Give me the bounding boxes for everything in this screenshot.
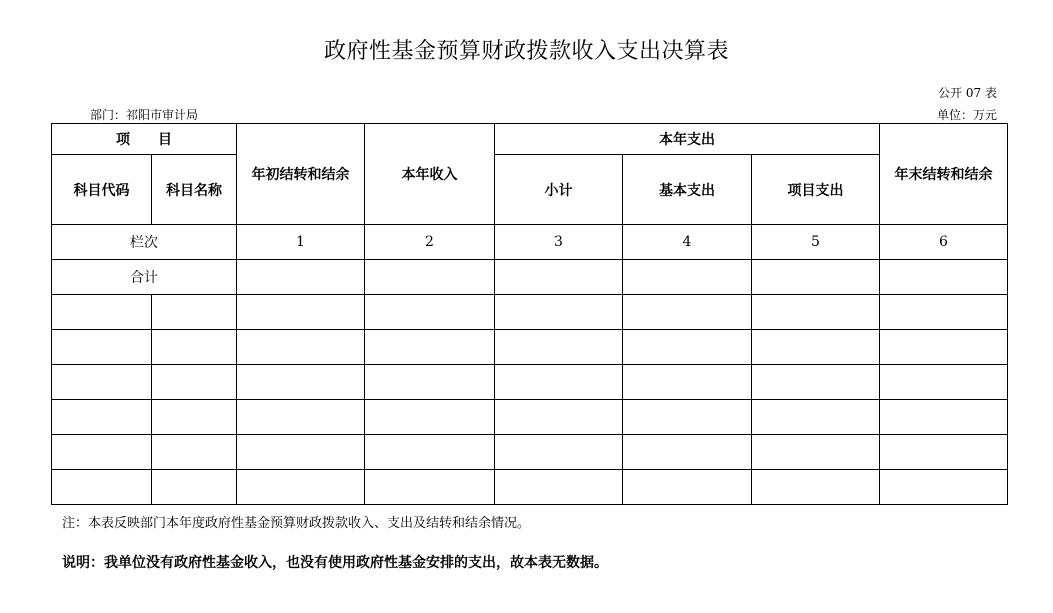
- subject-name-cell: [152, 295, 237, 330]
- table-cell: [880, 470, 1008, 505]
- table-cell: [752, 330, 880, 365]
- unit-label: 单位：万元: [936, 108, 997, 122]
- column-number-label: 栏次: [52, 225, 237, 260]
- table-note: 注：本表反映部门本年度政府性基金预算财政拨款收入、支出及结转和结余情况。: [62, 516, 531, 531]
- table-row: [52, 295, 1008, 330]
- header-row-2: [52, 155, 1008, 225]
- table-cell: [365, 400, 495, 435]
- total-label: 合计: [52, 260, 237, 295]
- table-cell: [365, 470, 495, 505]
- table-cell: [365, 365, 495, 400]
- total-cell: [237, 260, 365, 295]
- table-cell: [237, 470, 365, 505]
- page-title: 政府性基金预算财政拨款收入支出决算表: [323, 39, 729, 64]
- subject-name-cell: [152, 470, 237, 505]
- total-cell: [365, 260, 495, 295]
- header-subject-code: 科目代码: [52, 155, 152, 225]
- table-cell: [752, 295, 880, 330]
- table-cell: [623, 470, 752, 505]
- table-cell: [623, 295, 752, 330]
- header-project-expense: 项目支出: [752, 155, 880, 225]
- table-cell: [495, 330, 623, 365]
- header-closing-balance: 年末结转和结余: [880, 124, 1008, 225]
- subject-code-cell: [52, 435, 152, 470]
- table-cell: [880, 435, 1008, 470]
- table-cell: [623, 365, 752, 400]
- table-cell: [365, 295, 495, 330]
- total-cell: [752, 260, 880, 295]
- column-number: 1: [237, 225, 365, 260]
- table-cell: [752, 365, 880, 400]
- table-cell: [495, 435, 623, 470]
- header-item: 项 目: [52, 124, 237, 155]
- column-number: 3: [495, 225, 623, 260]
- subject-code-cell: [52, 330, 152, 365]
- subject-code-cell: [52, 400, 152, 435]
- header-current-income: 本年收入: [365, 124, 495, 225]
- form-number: 公开 07 表: [938, 86, 997, 100]
- table-cell: [880, 295, 1008, 330]
- total-cell: [880, 260, 1008, 295]
- column-number: 4: [623, 225, 752, 260]
- table-cell: [623, 330, 752, 365]
- department-label: 部门：祁阳市审计局: [90, 108, 199, 122]
- table-cell: [623, 435, 752, 470]
- header-opening-balance: 年初结转和结余: [237, 124, 365, 225]
- column-number: 2: [365, 225, 495, 260]
- total-row: [52, 260, 1008, 295]
- column-number-row: [52, 225, 1008, 260]
- table-cell: [623, 400, 752, 435]
- table-cell: [752, 470, 880, 505]
- subject-name-cell: [152, 400, 237, 435]
- total-cell: [495, 260, 623, 295]
- table-cell: [495, 295, 623, 330]
- table-cell: [365, 435, 495, 470]
- header-basic-expense: 基本支出: [623, 155, 752, 225]
- table-cell: [880, 365, 1008, 400]
- table-row: [52, 400, 1008, 435]
- column-number: 6: [880, 225, 1008, 260]
- column-number: 5: [752, 225, 880, 260]
- table-cell: [752, 435, 880, 470]
- table-cell: [495, 470, 623, 505]
- subject-name-cell: [152, 365, 237, 400]
- subject-code-cell: [52, 470, 152, 505]
- table-cell: [495, 365, 623, 400]
- table-cell: [365, 330, 495, 365]
- table-cell: [237, 400, 365, 435]
- table-row: [52, 330, 1008, 365]
- table-cell: [752, 400, 880, 435]
- subject-name-cell: [152, 435, 237, 470]
- explanation-note: 说明：我单位没有政府性基金收入，也没有使用政府性基金安排的支出，故本表无数据。: [62, 555, 608, 571]
- header-current-expense: 本年支出: [495, 124, 880, 155]
- table-cell: [237, 330, 365, 365]
- table-cell: [237, 435, 365, 470]
- table-row: [52, 435, 1008, 470]
- budget-table: [51, 123, 1008, 505]
- header-subtotal: 小计: [495, 155, 623, 225]
- subject-code-cell: [52, 365, 152, 400]
- header-subject-name: 科目名称: [152, 155, 237, 225]
- table-cell: [495, 400, 623, 435]
- table-cell: [880, 400, 1008, 435]
- subject-code-cell: [52, 295, 152, 330]
- table-cell: [880, 330, 1008, 365]
- header-row-1: [52, 124, 1008, 155]
- total-cell: [623, 260, 752, 295]
- subject-name-cell: [152, 330, 237, 365]
- table-row: [52, 470, 1008, 505]
- table-cell: [237, 365, 365, 400]
- table-cell: [237, 295, 365, 330]
- table-row: [52, 365, 1008, 400]
